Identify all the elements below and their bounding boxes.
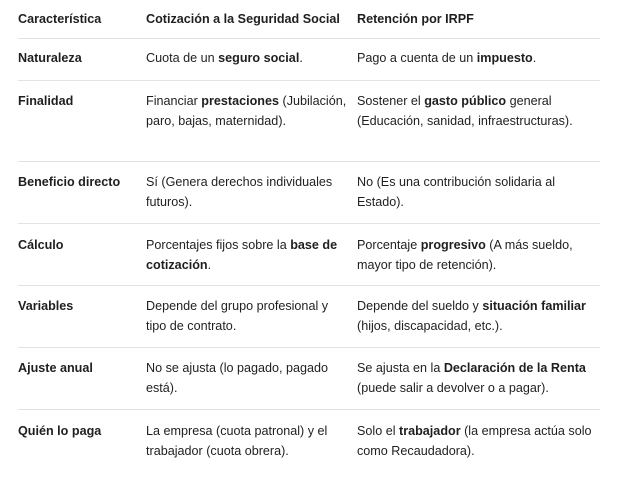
- table-row-variables: [18, 286, 600, 348]
- row-label: Beneficio directo: [18, 175, 121, 189]
- irpf-cell: No (Es una contribución solidaria al Estado).: [357, 175, 556, 209]
- table-row-quien-lo-paga: [18, 410, 600, 479]
- irpf-cell: Depende del sueldo y situación familiar (hijos, discapacidad, etc.).: [357, 299, 586, 333]
- header-seguridad-social: Cotización a la Seguridad Social: [146, 12, 340, 26]
- irpf-cell: Pago a cuenta de un impuesto.: [357, 51, 537, 65]
- ss-cell: Depende del grupo profesional y tipo de contrato.: [146, 299, 329, 333]
- table-header-row: [18, 0, 600, 39]
- ss-cell: Cuota de un seguro social.: [146, 51, 303, 65]
- row-label: Cálculo: [18, 238, 64, 252]
- row-label: Ajuste anual: [18, 361, 93, 375]
- ss-cell: Sí (Genera derechos individuales futuros).: [146, 175, 333, 209]
- ss-cell: Porcentajes fijos sobre la base de cotización.: [146, 238, 338, 272]
- table-row-beneficio-directo: [18, 162, 600, 224]
- ss-cell: No se ajusta (lo pagado, pagado está).: [146, 361, 329, 395]
- ss-cell: La empresa (cuota patronal) y el trabajador (cuota obrera).: [146, 424, 328, 458]
- irpf-cell: Sostener el gasto público general (Educación, sanidad, infraestructuras).: [357, 94, 573, 128]
- header-caracteristica: Característica: [18, 12, 102, 26]
- row-label: Naturaleza: [18, 51, 82, 65]
- irpf-cell: Porcentaje progresivo (A más sueldo, mayor tipo de retención).: [357, 238, 573, 272]
- ss-cell: Financiar prestaciones (Jubilación, paro, bajas, maternidad).: [146, 94, 347, 128]
- irpf-cell: Solo el trabajador (la empresa actúa solo como Recaudadora).: [357, 424, 592, 458]
- row-label: Quién lo paga: [18, 424, 102, 438]
- row-label: Variables: [18, 299, 74, 313]
- table-row-finalidad: [18, 81, 600, 162]
- header-irpf: Retención por IRPF: [357, 12, 474, 26]
- table-row-calculo: [18, 224, 600, 286]
- table-row-naturaleza: [18, 39, 600, 81]
- row-label: Finalidad: [18, 94, 74, 108]
- comparison-table: [18, 0, 600, 479]
- table-row-ajuste-anual: [18, 348, 600, 410]
- irpf-cell: Se ajusta en la Declaración de la Renta (puede salir a devolver o a pagar).: [357, 361, 586, 395]
